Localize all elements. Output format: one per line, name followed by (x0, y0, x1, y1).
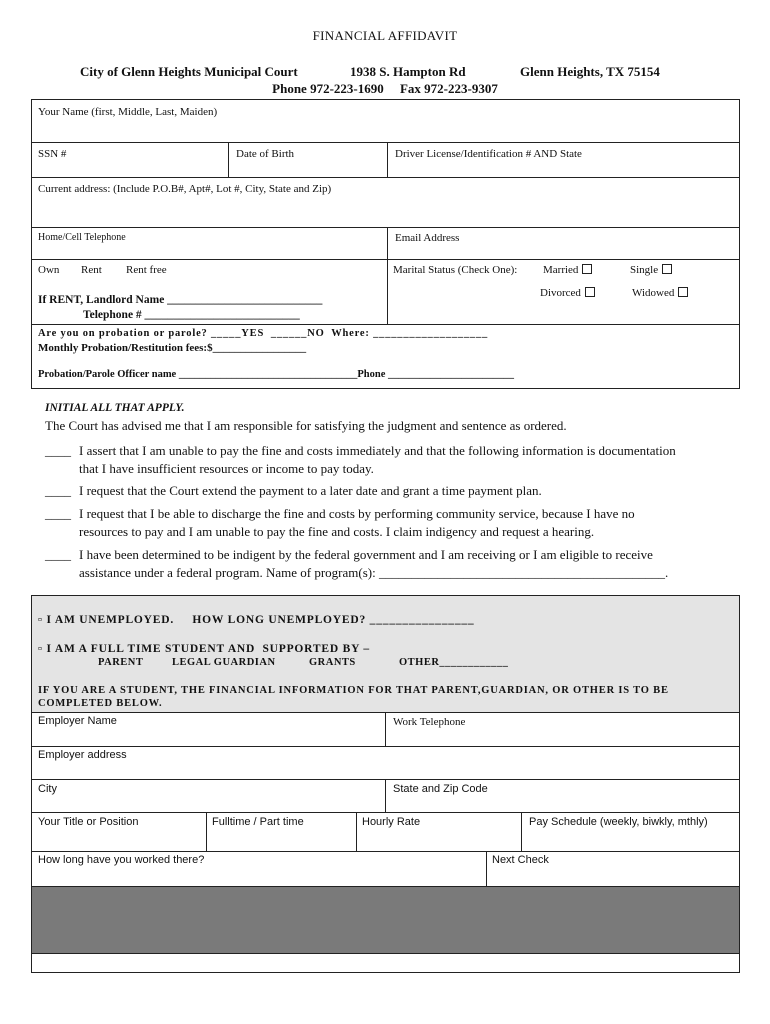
court-name: City of Glenn Heights Municipal Court (80, 64, 298, 79)
email-field[interactable]: Email Address (395, 232, 460, 244)
divider (31, 177, 740, 178)
divider (387, 227, 388, 324)
divider (486, 851, 487, 886)
divider (385, 779, 386, 812)
form-title: FINANCIAL AFFIDAVIT (312, 28, 458, 43)
initial-blank[interactable]: ____ (45, 547, 71, 562)
unemployed-checkbox[interactable]: ▫ I AM UNEMPLOYED. HOW LONG UNEMPLOYED? ________________ (38, 614, 475, 626)
divorced-checkbox[interactable] (540, 287, 595, 299)
address-field[interactable]: Current address: (Include P.O.B#, Apt#, Lot #, City, State and Zip) (38, 183, 332, 195)
fulltime-parttime-field[interactable]: Fulltime / Part time (212, 816, 304, 828)
landlord-phone-field[interactable]: Telephone # ___________________________ (83, 309, 300, 321)
court-phone-fax: Phone 972-223-1690 Fax 972-223-9307 (272, 81, 498, 96)
student-checkbox[interactable]: ▫ I AM A FULL TIME STUDENT AND SUPPORTED BY – (38, 643, 370, 655)
initial-heading: INITIAL ALL THAT APPLY. (45, 402, 185, 414)
landlord-name-field[interactable]: If RENT, Landlord Name ___________________________ (38, 294, 323, 306)
initial-blank[interactable]: ____ (45, 443, 71, 458)
married-label: Married (543, 264, 579, 276)
pay-schedule-field[interactable]: Pay Schedule (weekly, biwkly, mthly) (529, 816, 708, 828)
marital-status-label: Marital Status (Check One): (393, 264, 518, 276)
divider (31, 259, 740, 260)
statement-line: I have been determined to be indigent by the federal government and I am receiving or I am eligible to receive (79, 547, 653, 562)
state-zip-field[interactable]: State and Zip Code (393, 783, 488, 795)
phone-field[interactable]: Home/Cell Telephone (38, 232, 126, 243)
title-position-field[interactable]: Your Title or Position (38, 816, 139, 828)
initial-blank[interactable]: ____ (45, 506, 71, 521)
student-note: COMPLETED BELOW. (38, 698, 163, 709)
divider (228, 142, 229, 177)
initial-blank[interactable]: ____ (45, 483, 71, 498)
married-checkbox[interactable] (543, 264, 592, 276)
statement-line: I request that the Court extend the payment to a later date and grant a time payment plan. (79, 483, 542, 498)
drivers-license-field[interactable]: Driver License/Identification # AND State (395, 148, 582, 160)
statement-item (45, 546, 735, 582)
own-option[interactable]: Own (38, 264, 60, 276)
court-street: 1938 S. Hampton Rd (350, 64, 466, 79)
time-worked-field[interactable]: How long have you worked there? (38, 854, 205, 866)
divider (385, 712, 386, 746)
checkbox-icon[interactable] (678, 287, 688, 297)
divorced-label: Divorced (540, 287, 581, 299)
statement-item (45, 505, 735, 541)
ssn-field[interactable]: SSN # (38, 148, 67, 160)
statement-line: that I have insufficient resources or income to pay today. (79, 461, 374, 476)
divider (31, 953, 740, 954)
divider (387, 142, 388, 177)
divider (31, 227, 740, 228)
employer-address-field[interactable]: Employer address (38, 749, 127, 761)
checkbox-icon[interactable] (582, 264, 592, 274)
divider (31, 746, 740, 747)
grants-option[interactable]: GRANTS (309, 657, 356, 668)
statement-item (45, 442, 735, 478)
probation-officer-field[interactable]: Probation/Parole Officer name __________________________________Phone ________________________ (38, 369, 514, 380)
divider (206, 812, 207, 851)
divider (31, 142, 740, 143)
checkbox-icon[interactable] (662, 264, 672, 274)
divider (31, 324, 740, 325)
statement-line: assistance under a federal program. Name of program(s): ____________________________________________. (79, 565, 669, 580)
divider (31, 812, 740, 813)
advised-statement: The Court has advised me that I am responsible for satisfying the judgment and sentence as ordered. (45, 418, 567, 433)
divider (521, 812, 522, 851)
dob-field[interactable]: Date of Birth (236, 148, 295, 160)
employer-name-field[interactable]: Employer Name (38, 715, 117, 727)
name-field[interactable]: Your Name (first, Middle, Last, Maiden) (38, 106, 218, 118)
court-city: Glenn Heights, TX 75154 (520, 64, 660, 79)
rent-free-option[interactable]: Rent free (126, 264, 167, 276)
statement-line: resources to pay and I am unable to pay the fine and costs. I claim indigency and request a hearing. (79, 524, 595, 539)
divider (356, 812, 357, 851)
city-field[interactable]: City (38, 783, 57, 795)
probation-fees-field[interactable]: Monthly Probation/Restitution fees:$_________________ (38, 342, 307, 354)
widowed-checkbox[interactable] (632, 287, 688, 299)
statement-item (45, 482, 735, 500)
single-label: Single (630, 264, 659, 276)
statement-line: I assert that I am unable to pay the fine and costs immediately and that the following information is documentation (79, 443, 676, 458)
hourly-rate-field[interactable]: Hourly Rate (362, 816, 421, 828)
work-phone-field[interactable]: Work Telephone (393, 716, 466, 728)
probation-question[interactable]: Are you on probation or parole? _____YES ______NO Where: ___________________ (38, 328, 489, 339)
student-note: IF YOU ARE A STUDENT, THE FINANCIAL INFORMATION FOR THAT PARENT,GUARDIAN, OR OTHER IS TO BE (38, 685, 669, 696)
single-checkbox[interactable] (630, 264, 672, 276)
checkbox-icon[interactable] (585, 287, 595, 297)
other-option[interactable]: OTHER____________ (399, 657, 509, 668)
statement-line: I request that I be able to discharge the fine and costs by performing community service, because I have no (79, 506, 635, 521)
divider (31, 851, 740, 852)
widowed-label: Widowed (632, 287, 675, 299)
parent-option[interactable]: PARENT (98, 657, 144, 668)
shaded-block (32, 887, 739, 953)
legal-guardian-option[interactable]: LEGAL GUARDIAN (172, 657, 276, 668)
next-check-field[interactable]: Next Check (492, 854, 549, 866)
rent-option[interactable]: Rent (81, 264, 102, 276)
